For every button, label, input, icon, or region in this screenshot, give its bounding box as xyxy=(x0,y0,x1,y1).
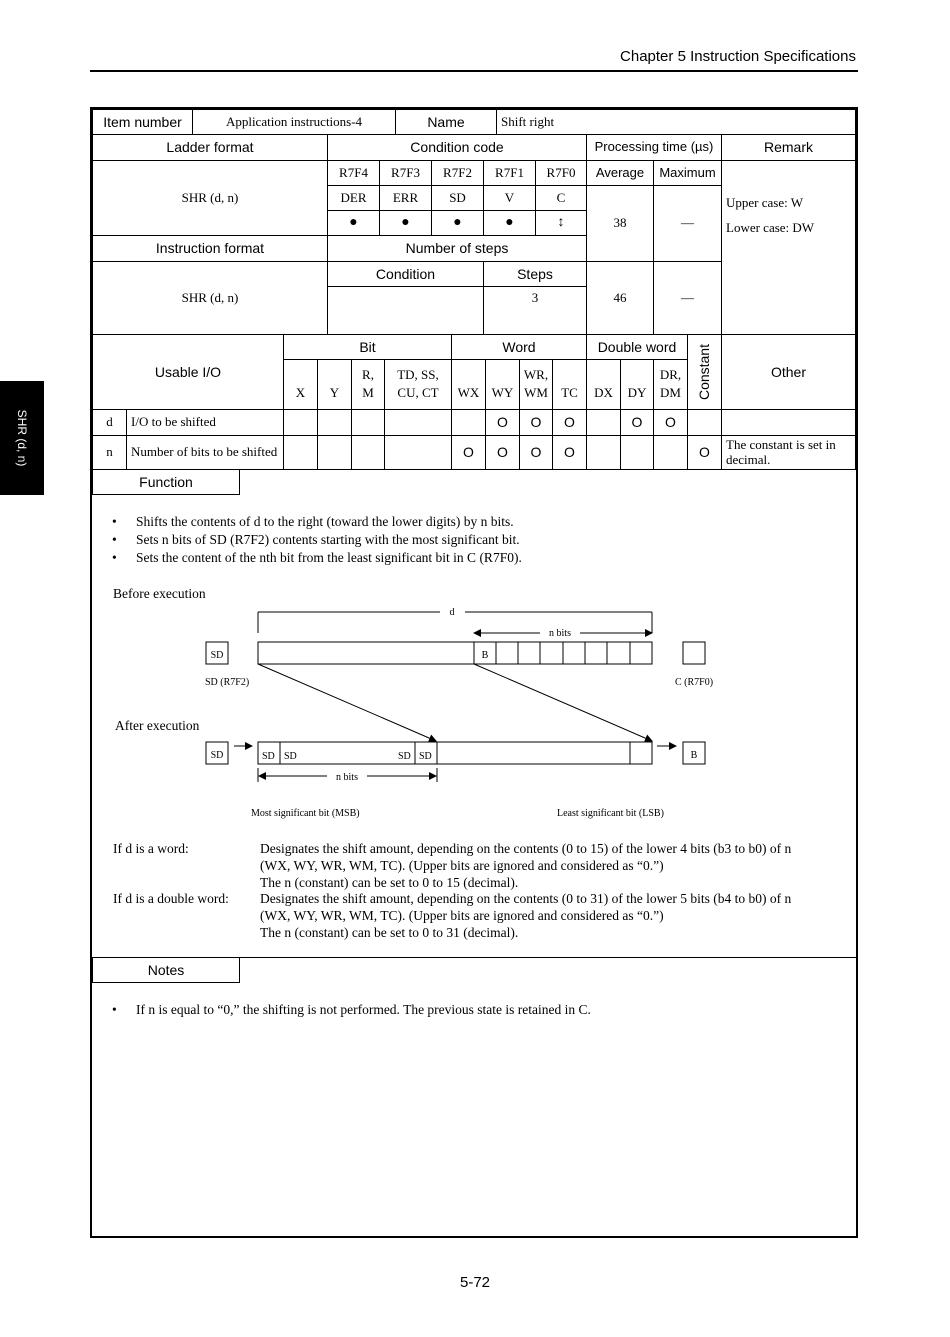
word-case-line-3: The n (constant) can be set to 0 to 15 (decimal). xyxy=(260,875,519,890)
word-label: Word xyxy=(451,334,587,360)
n-bits-label-before: n bits xyxy=(549,628,571,639)
io-n-dx xyxy=(586,435,621,470)
page-header xyxy=(90,46,858,72)
number-of-steps-label: Number of steps xyxy=(327,235,587,262)
register-after xyxy=(258,742,652,764)
d-label: d xyxy=(449,607,455,618)
steps-value: 3 xyxy=(483,286,587,335)
processing-time-label: Processing time (µs) xyxy=(586,134,722,161)
io-d-y xyxy=(317,409,352,436)
shift-diagram xyxy=(0,600,950,830)
average-value-1: 38 xyxy=(586,185,654,262)
col-dm: DR, DM xyxy=(653,359,688,410)
cc-name-r7f2: R7F2 xyxy=(431,160,484,186)
constant-header xyxy=(687,334,722,410)
register-before xyxy=(258,642,652,664)
cc-mark-err: ● xyxy=(379,210,432,236)
shift-arrow-1 xyxy=(258,664,436,741)
io-d-constant xyxy=(687,409,722,436)
condition-label: Condition xyxy=(327,261,484,287)
col-dy: DY xyxy=(620,359,654,410)
cc-abbrev-sd: SD xyxy=(431,185,484,211)
cc-abbrev-err: ERR xyxy=(379,185,432,211)
sd-label-after: SD xyxy=(210,750,224,761)
cc-name-r7f1: R7F1 xyxy=(483,160,536,186)
io-n-wy: O xyxy=(485,435,520,470)
name-label: Name xyxy=(395,109,497,135)
lsb-label: Least significant bit (LSB) xyxy=(557,808,664,819)
chapter-title: Chapter 5 Instruction Specifications xyxy=(620,48,856,65)
function-bullets xyxy=(110,513,522,567)
sd-register-label: SD (R7F2) xyxy=(205,677,250,688)
before-execution-label: Before execution xyxy=(113,586,206,601)
cc-name-r7f0: R7F0 xyxy=(535,160,587,186)
io-n-wx: O xyxy=(451,435,486,470)
average-label: Average xyxy=(586,160,654,186)
usable-io-label: Usable I/O xyxy=(92,334,284,410)
io-n-cu-ct xyxy=(384,435,452,470)
function-bullet-1: • Shifts the contents of d to the right (toward the lower digits) by n bits. xyxy=(110,513,522,531)
io-n-other: The constant is set in decimal. xyxy=(721,435,856,470)
average-value-2: 46 xyxy=(586,261,654,335)
condition-code-label: Condition code xyxy=(327,134,587,161)
b-label-before: B xyxy=(481,650,489,661)
cc-mark-sd: ● xyxy=(431,210,484,236)
dword-case-label: If d is a double word: xyxy=(113,891,229,906)
col-cu-ct: TD, SS, CU, CT xyxy=(384,359,452,410)
col-m: R, M xyxy=(351,359,385,410)
col-y: Y xyxy=(317,359,352,410)
sd-cell-1: SD xyxy=(262,751,275,762)
function-bullet-2: • Sets n bits of SD (R7F2) contents starting with the most significant bit. xyxy=(110,531,522,549)
cc-abbrev-der: DER xyxy=(327,185,380,211)
io-d-dy: O xyxy=(620,409,654,436)
steps-label: Steps xyxy=(483,261,587,287)
io-d-cu-ct xyxy=(384,409,452,436)
cc-mark-c: ↕ xyxy=(535,210,587,236)
dword-case-line-3: The n (constant) can be set to 0 to 31 (decimal). xyxy=(260,925,519,940)
shift-arrow-2 xyxy=(474,664,652,741)
io-d-wy: O xyxy=(485,409,520,436)
other-label: Other xyxy=(721,334,856,410)
io-d-wx xyxy=(451,409,486,436)
io-n-dy xyxy=(620,435,654,470)
cc-abbrev-v: V xyxy=(483,185,536,211)
io-d-m xyxy=(351,409,385,436)
cc-abbrev-c: C xyxy=(535,185,587,211)
c-register-label: C (R7F0) xyxy=(675,677,714,688)
io-d-wm: O xyxy=(519,409,553,436)
instruction-format-value: SHR (d, n) xyxy=(92,261,328,335)
io-row-d-id: d xyxy=(92,409,127,436)
item-number-label: Item number xyxy=(92,109,193,135)
double-word-label: Double word xyxy=(586,334,688,360)
col-wx: WX xyxy=(451,359,486,410)
remark-box xyxy=(721,160,856,335)
io-n-x xyxy=(283,435,318,470)
io-d-dx xyxy=(586,409,621,436)
b-label-after: B xyxy=(690,750,698,761)
word-case-line-1: Designates the shift amount, depending on the contents (0 to 15) of the lower 4 bits (b3 to b0) of n xyxy=(260,841,792,856)
c-box-before xyxy=(683,642,705,664)
notes-bullets xyxy=(110,1001,591,1019)
sd-cell-4: SD xyxy=(419,751,432,762)
io-n-y xyxy=(317,435,352,470)
bit-label: Bit xyxy=(283,334,452,360)
remark-lower: Lower case: DW xyxy=(726,220,815,235)
function-bullet-3: • Sets the content of the nth bit from the least significant bit in C (R7F0). xyxy=(110,549,522,567)
sd-cell-2: SD xyxy=(284,751,297,762)
notes-bullet-1: • If n is equal to “0,” the shifting is not performed. The previous state is retained in C. xyxy=(110,1001,591,1019)
io-row-n-id: n xyxy=(92,435,127,470)
dword-case-line-1: Designates the shift amount, depending on the contents (0 to 31) of the lower 5 bits (b4 to b0) of n xyxy=(260,891,792,906)
io-d-other xyxy=(721,409,856,436)
remark-upper: Upper case: W xyxy=(726,195,804,210)
cc-name-r7f4: R7F4 xyxy=(327,160,380,186)
cc-mark-der: ● xyxy=(327,210,380,236)
condition-value xyxy=(327,286,484,335)
n-bits-label-after: n bits xyxy=(336,772,358,783)
maximum-value-1: — xyxy=(653,185,722,262)
io-n-dm xyxy=(653,435,688,470)
io-d-dm: O xyxy=(653,409,688,436)
msb-label: Most significant bit (MSB) xyxy=(251,808,360,819)
instruction-format-label: Instruction format xyxy=(92,235,328,262)
io-n-constant: O xyxy=(687,435,722,470)
col-dx: DX xyxy=(586,359,621,410)
io-n-tc: O xyxy=(552,435,587,470)
word-case-label: If d is a word: xyxy=(113,841,189,856)
side-tab-label: SHR (d, n) xyxy=(15,409,29,467)
maximum-label: Maximum xyxy=(653,160,722,186)
col-tc: TC xyxy=(552,359,587,410)
col-wm: WR, WM xyxy=(519,359,553,410)
remark-label: Remark xyxy=(721,134,856,161)
io-d-x xyxy=(283,409,318,436)
constant-label: Constant xyxy=(696,343,713,401)
after-execution-label: After execution xyxy=(115,718,200,733)
io-n-wm: O xyxy=(519,435,553,470)
side-tab xyxy=(0,381,44,495)
cc-name-r7f3: R7F3 xyxy=(379,160,432,186)
sd-cell-3: SD xyxy=(398,751,411,762)
io-row-d-desc: I/O to be shifted xyxy=(126,409,284,436)
notes-label: Notes xyxy=(92,957,240,983)
ladder-format-value: SHR (d, n) xyxy=(92,160,328,236)
item-number-value: Application instructions-4 xyxy=(192,109,396,135)
io-row-n-desc: Number of bits to be shifted xyxy=(126,435,284,470)
dword-case-line-2: (WX, WY, WR, WM, TC). (Upper bits are ignored and considered as “0.”) xyxy=(260,908,664,923)
name-value: Shift right xyxy=(496,109,856,135)
maximum-value-2: — xyxy=(653,261,722,335)
cc-mark-v: ● xyxy=(483,210,536,236)
col-x: X xyxy=(283,359,318,410)
sd-label-before: SD xyxy=(210,650,224,661)
io-n-m xyxy=(351,435,385,470)
function-label: Function xyxy=(92,469,240,495)
io-d-tc: O xyxy=(552,409,587,436)
word-case-line-2: (WX, WY, WR, WM, TC). (Upper bits are ignored and considered as “0.”) xyxy=(260,858,664,873)
ladder-format-label: Ladder format xyxy=(92,134,328,161)
page-number: 5-72 xyxy=(459,1274,491,1291)
col-wy: WY xyxy=(485,359,520,410)
